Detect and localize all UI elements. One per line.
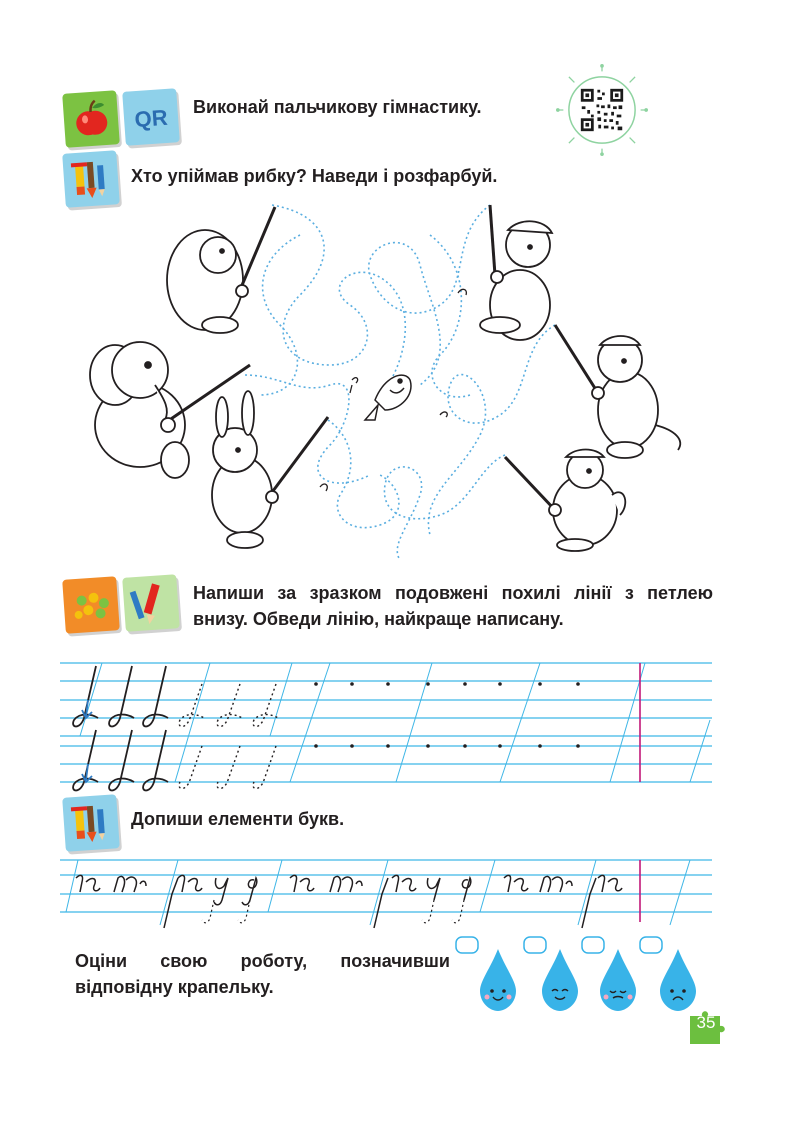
fish-figure: [365, 375, 411, 420]
pencil-icon-card: [122, 574, 180, 632]
task-elements-text: Допиши елементи букв.: [131, 809, 345, 829]
line-elephant: [245, 375, 370, 483]
line-bunny: [328, 420, 399, 528]
drop-happy[interactable]: [456, 937, 516, 1011]
task-lines-text: Напиши за зразком подовжені похилі лінії з петлею внизу. Обведи лінію, найкраще написану.: [193, 583, 713, 629]
paintbrush-pencil-icon-2: [62, 794, 120, 852]
assessment-drops: [450, 935, 720, 1015]
tracing-loop-lines: [179, 684, 278, 789]
line-calf: [428, 325, 555, 535]
line-hedgehog: [272, 205, 405, 395]
line-puppy: [369, 205, 490, 385]
beads-icon: [62, 576, 120, 634]
qr-badge-text: QR: [133, 104, 169, 133]
letter-element-samples: [76, 875, 622, 928]
beads-icon-card: [62, 576, 120, 634]
start-dots: [314, 682, 580, 748]
calf-figure: [555, 325, 680, 458]
qr-icon-card: [122, 88, 180, 146]
line-rooster: [384, 455, 505, 560]
task-fishing-text: Хто упіймав рибку? Наведи і розфарбуй.: [131, 166, 498, 186]
page-number: 35: [696, 1013, 716, 1032]
sample-loop-lines: [73, 666, 168, 791]
apple-icon: [62, 90, 120, 148]
arrow-hint-bottom: [82, 764, 92, 782]
fishing-illustration: [0, 195, 800, 575]
qr-code-image[interactable]: [556, 62, 648, 158]
task-self-check-text: Оціни свою роботу, позначивши відповідну крапельку.: [75, 951, 450, 997]
bunny-figure: [212, 391, 328, 548]
pencil-icon: [122, 574, 180, 632]
qr-badge-icon: [122, 88, 180, 146]
hedgehog-figure: [167, 207, 275, 333]
paint-icon-card-2: [62, 794, 120, 852]
rooster-figure: [505, 450, 625, 552]
task-gymnastics-text: Виконай пальчикову гімнастику.: [193, 97, 482, 117]
drop-content[interactable]: [524, 937, 578, 1011]
drop-neutral[interactable]: [582, 937, 636, 1011]
arrow-hint-top: [82, 700, 92, 718]
letter-element-tracing: [202, 900, 464, 923]
puppy-figure: [480, 205, 552, 340]
drop-sad[interactable]: [640, 937, 696, 1011]
apple-icon-card: [62, 90, 120, 148]
